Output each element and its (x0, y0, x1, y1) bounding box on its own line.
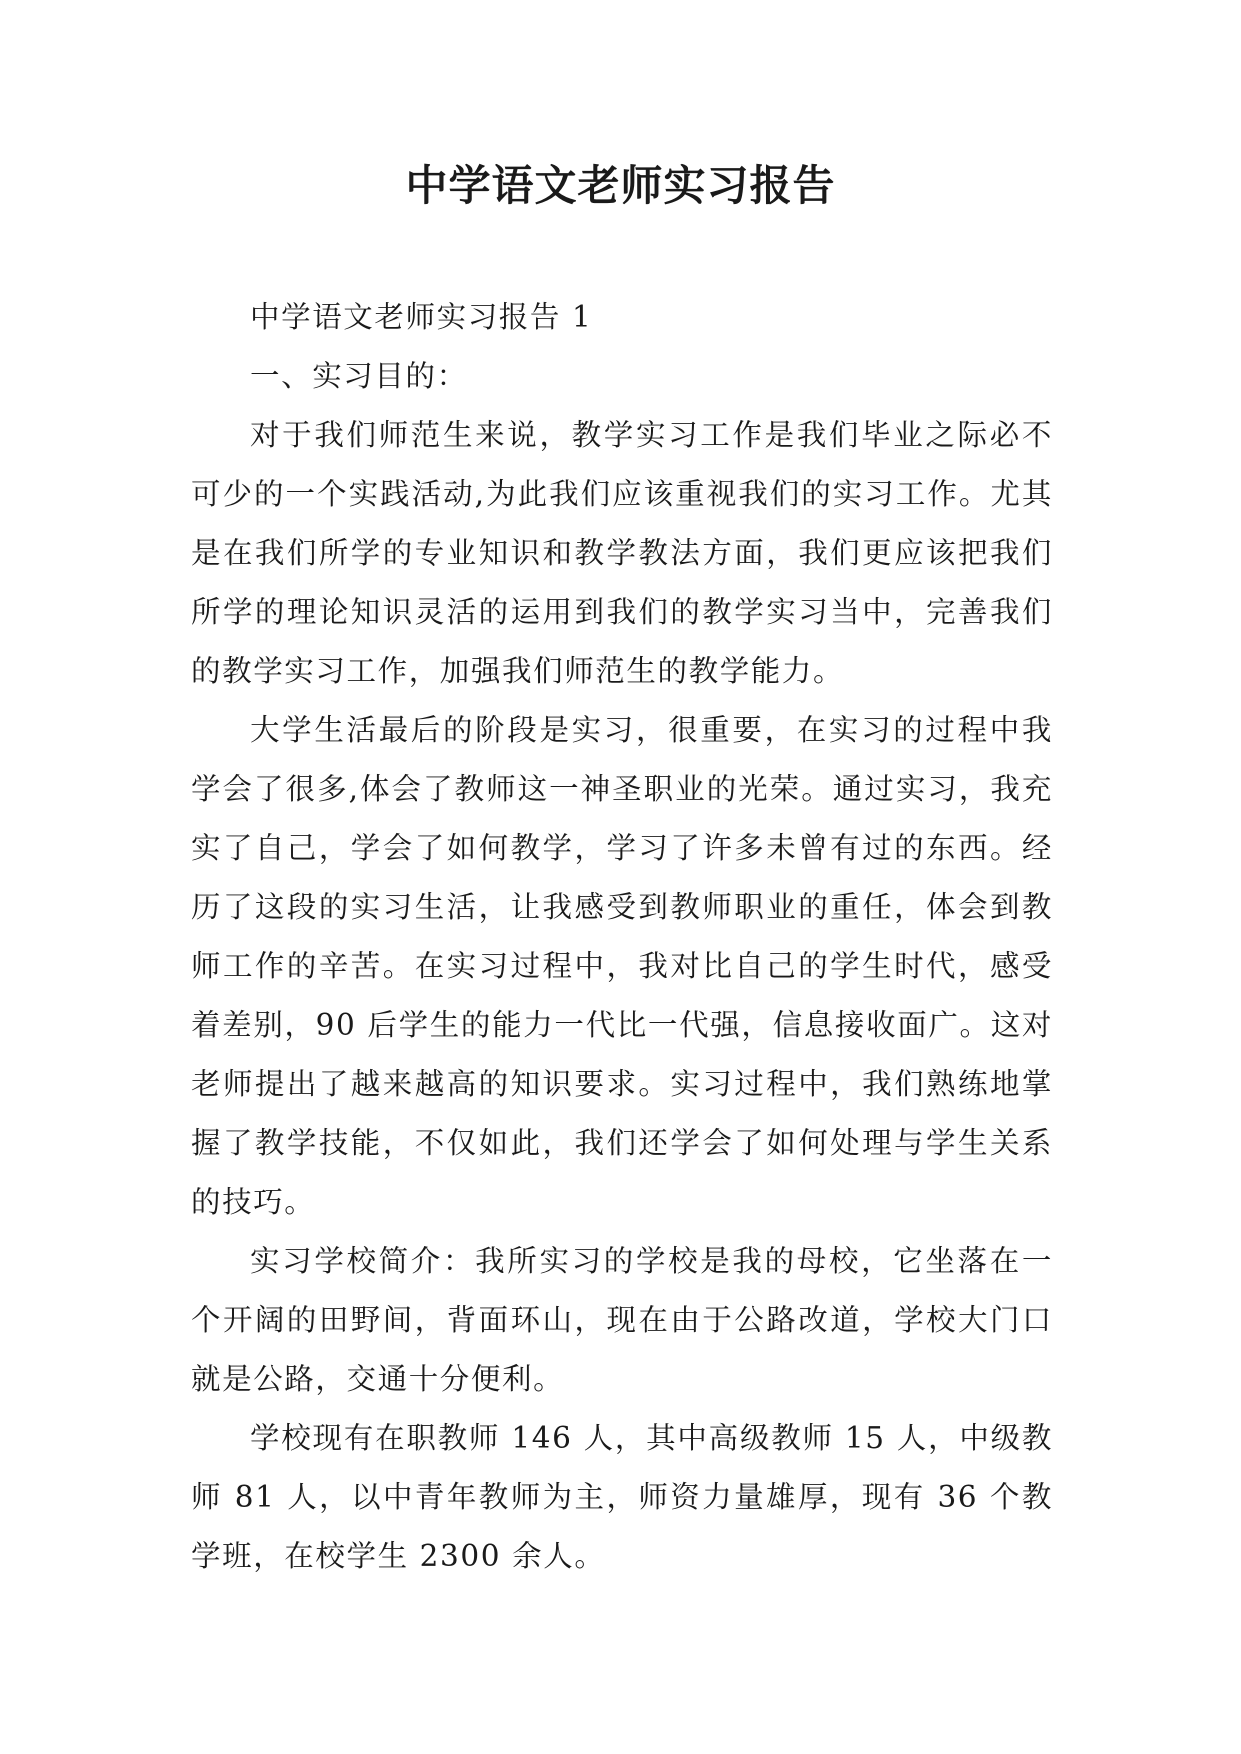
paragraph-experience: 大学生活最后的阶段是实习，很重要，在实习的过程中我学会了很多,体会了教师这一神圣职业的光荣。通过实习，我充实了自己，学会了如何教学，学习了许多未曾有过的东西。经历了这段的实习生活，让我感受到教师职业的重任，体会到教师工作的辛苦。在实习过程中，我对比自己的学生时代，感受着差别，90 后学生的能力一代比一代强，信息接收面广。这对老师提出了越来越高的知识要求。实习过程中，我们熟练地掌握了教学技能，不仅如此，我们还学会了如何处理与学生关系的技巧。 (191, 713, 1053, 1219)
document-body (191, 288, 1053, 1586)
document-title: 中学语文老师实习报告 (405, 161, 836, 210)
paragraph-school-intro: 实习学校简介：我所实习的学校是我的母校，它坐落在一个开阔的田野间，背面环山，现在由于公路改道，学校大门口就是公路，交通十分便利。 (191, 1244, 1053, 1396)
paragraph-section-heading: 中学语文老师实习报告 1 (250, 300, 593, 334)
paragraph-purpose-heading: 一、实习目的： (250, 359, 468, 393)
paragraph-purpose: 对于我们师范生来说，教学实习工作是我们毕业之际必不可少的一个实践活动,为此我们应该重视我们的实习工作。尤其是在我们所学的专业知识和教学教法方面，我们更应该把我们所学的理论知识灵活的运用到我们的教学实习当中，完善我们的教学实习工作，加强我们师范生的教学能力。 (191, 418, 1053, 688)
paragraph-school-stats: 学校现有在职教师 146 人，其中高级教师 15 人，中级教师 81 人，以中青年教师为主，师资力量雄厚，现有 36 个教学班，在校学生 2300 余人。 (191, 1421, 1053, 1573)
